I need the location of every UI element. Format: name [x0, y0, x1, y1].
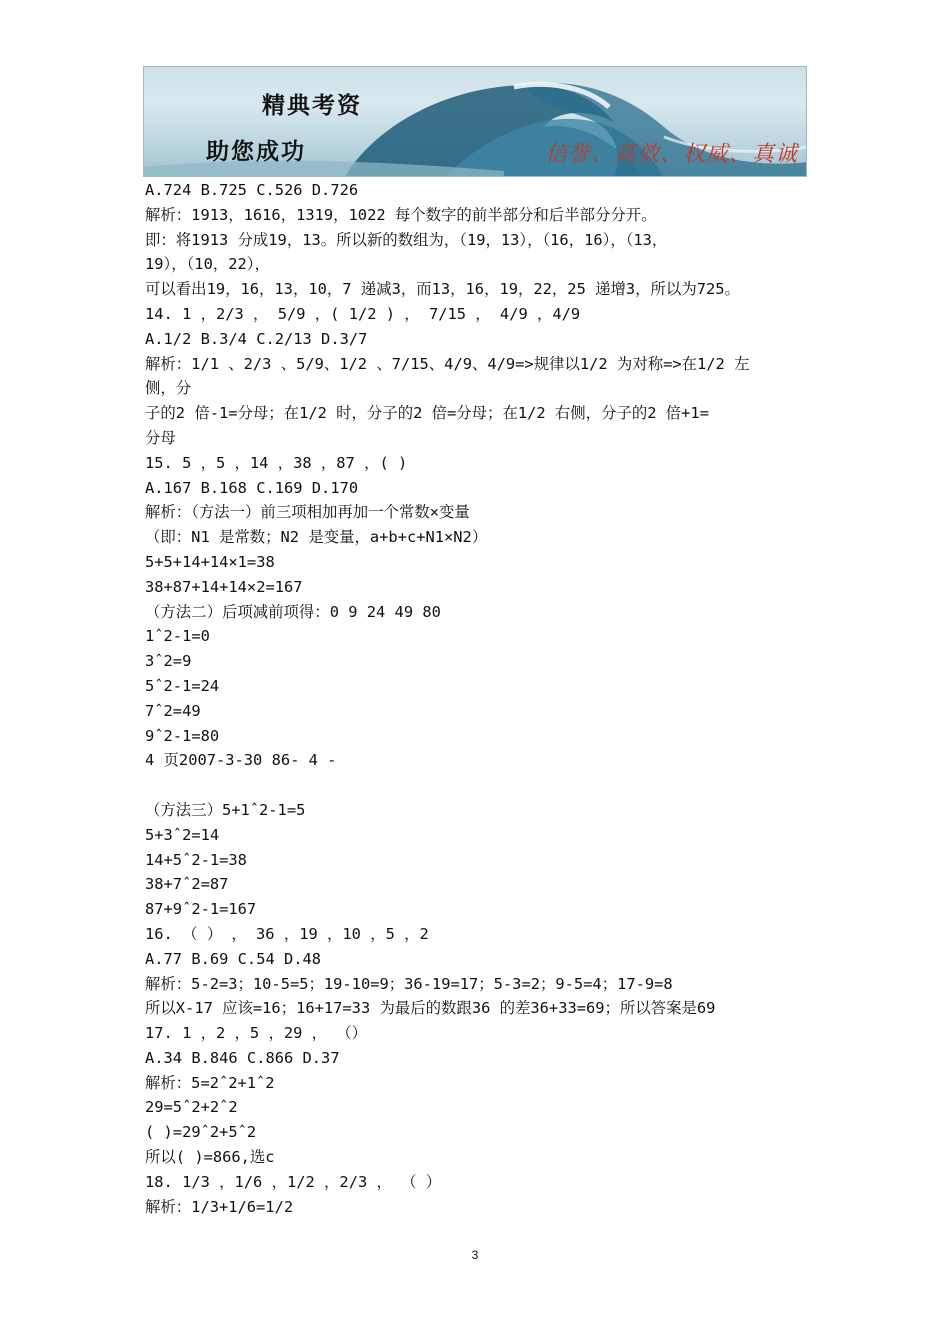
text-line: 9ˆ2-1=80 — [145, 726, 220, 745]
text-line: A.167 B.168 C.169 D.170 — [145, 478, 359, 497]
text-line: 14. 1 ，2/3 ， 5/9 ，( 1/2 ) ， 7/15 ， 4/9 ，4/9 — [145, 304, 581, 323]
document-body — [145, 178, 817, 1219]
text-line: 38+87+14+14×2=167 — [145, 577, 303, 596]
text-line: 19），（10，22）， — [145, 255, 270, 274]
text-line: A.724 B.725 C.526 D.726 — [145, 181, 359, 199]
text-line: 7ˆ2=49 — [145, 701, 201, 720]
text-line: A.77 B.69 C.54 D.48 — [145, 949, 322, 968]
header-banner — [143, 66, 807, 177]
text-line: 解析：5-2=3；10-5=5；19-10=9；36-19=17；5-3=2；9-5=4；17-9=8 — [145, 974, 673, 993]
text-line: 5+5+14+14×1=38 — [145, 552, 275, 571]
text-line: 29=5ˆ2+2ˆ2 — [145, 1098, 238, 1117]
text-line: 15. 5 ，5 ，14 ，38 ，87 ，( ) — [145, 453, 408, 472]
text-line: 1ˆ2-1=0 — [145, 627, 210, 646]
banner-title-line2: 助您成功 — [206, 139, 306, 165]
text-line: 16. （ ） ， 36 ，19 ，10 ，5 ，2 — [145, 924, 429, 943]
text-line: 87+9ˆ2-1=167 — [145, 900, 257, 919]
text-line: 38+7ˆ2=87 — [145, 875, 229, 894]
text-line: 所以X-17 应该=16；16+17=33 为最后的数跟36 的差36+33=69；所以答案是69 — [145, 999, 716, 1018]
text-line: 解析：1/3+1/6=1/2 — [145, 1197, 294, 1216]
text-line: 子的2 倍-1=分母；在1/2 时，分子的2 倍=分母；在1/2 右侧，分子的2 倍+1= — [145, 404, 709, 423]
text-line: 14+5ˆ2-1=38 — [145, 850, 247, 869]
text-line: 解析：1/1 、2/3 、5/9、1/2 、7/15、4/9、4/9=>规律以1/2 为对称=>在1/2 左 — [145, 354, 750, 373]
text-line: A.1/2 B.3/4 C.2/13 D.3/7 — [145, 329, 368, 348]
text-line — [145, 773, 817, 798]
text-line: 可以看出19，16，13，10，7 递减3，而13，16，19，22，25 递增3，所以为725。 — [145, 280, 740, 299]
text-line: （即：N1 是常数；N2 是变量，a+b+c+N1×N2） — [145, 528, 488, 547]
text-line: （方法三）5+1ˆ2-1=5 — [145, 800, 306, 819]
text-line: 解析：5=2ˆ2+1ˆ2 — [145, 1073, 275, 1092]
text-line: 侧，分 — [145, 379, 192, 398]
banner-slogan: 信誉、高效、权威、真诚 — [544, 142, 798, 167]
text-line: 解析：（方法一）前三项相加再加一个常数×变量 — [145, 503, 470, 522]
text-line: 17. 1 ，2 ，5 ，29 ， （） — [145, 1024, 368, 1043]
text-line: 18. 1/3 ，1/6 ，1/2 ，2/3 ， （ ） — [145, 1172, 442, 1191]
text-line: A.34 B.846 C.866 D.37 — [145, 1048, 340, 1067]
text-line: 5ˆ2-1=24 — [145, 676, 220, 695]
text-line: ( )=29ˆ2+5ˆ2 — [145, 1123, 257, 1142]
text-line: 4 页2007-3-30 86- 4 - — [145, 751, 337, 770]
text-line: （方法二）后项减前项得：0 9 24 49 80 — [145, 602, 441, 621]
text-line: 即：将1913 分成19，13。所以新的数组为，（19，13），（16，16），（13， — [145, 230, 668, 249]
text-line: 5+3ˆ2=14 — [145, 825, 220, 844]
text-line: 分母 — [145, 428, 176, 447]
text-line: 解析：1913，1616，1319，1022 每个数字的前半部分和后半部分分开。 — [145, 205, 657, 224]
banner-title-line1: 精典考资 — [262, 93, 362, 119]
text-line: 所以( )=866,选c — [145, 1148, 275, 1167]
page-number: 3 — [471, 1248, 479, 1262]
text-line: 3ˆ2=9 — [145, 652, 192, 671]
